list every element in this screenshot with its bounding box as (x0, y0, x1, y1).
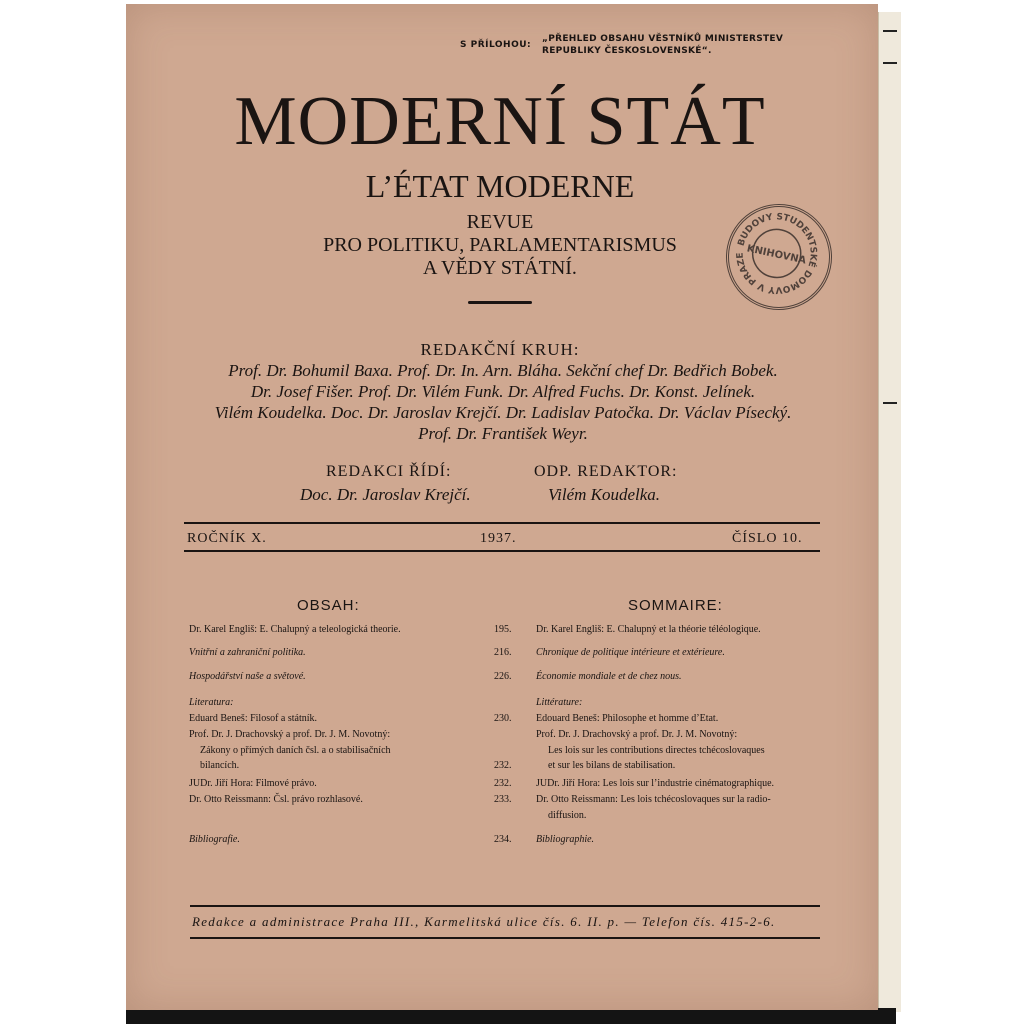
toc-fr-line: Dr. Karel Engliš: E. Chalupný et la théorie téléologique. (536, 624, 761, 635)
footer-address: Redakce a administrace Praha III., Karmelitská ulice čís. 6. II. p. — Telefon čís. 415-2-6. (192, 914, 776, 929)
toc-cz-line: Zákony o přímých daních čsl. a o stabilisačních (200, 745, 391, 756)
toc-cz-line: Hospodářství naše a světové. (189, 671, 306, 682)
footer-rule-top (190, 905, 820, 907)
toc-page: 234. (494, 834, 512, 845)
supplement-label: S PŘÍLOHOU: (460, 40, 532, 50)
toc-fr-line: Les lois sur les contributions directes tchécoslovaques (548, 745, 765, 756)
supplement-text (542, 33, 842, 57)
editorial-board-line: Prof. Dr. František Weyr. (418, 424, 588, 443)
toc-cz-line: Vnitřní a zahraniční politika. (189, 647, 306, 658)
editorial-board-line: Prof. Dr. Bohumil Baxa. Prof. Dr. In. Arn. Bláha. Sekční chef Dr. Bedřich Bobek. (228, 361, 778, 380)
toc-fr-line: Edouard Beneš: Philosophe et homme d’Etat. (536, 713, 719, 724)
back-sheet-edge (878, 12, 901, 1012)
editorial-board-list (178, 360, 828, 444)
toc-fr-line: Littérature: (536, 697, 583, 708)
toc-cz-line: Prof. Dr. J. Drachovský a prof. Dr. J. M. Novotný: (189, 729, 391, 740)
revue-line-1: REVUE (466, 211, 534, 233)
toc-fr-line: Dr. Otto Reissmann: Les lois tchécoslovaques sur la radio- (536, 794, 771, 805)
revue-line-2: PRO POLITIKU, PARLAMENTARISMUS (323, 234, 677, 256)
toc-cz-line: Literatura: (189, 697, 234, 708)
scan-bottom-edge (126, 1008, 896, 1024)
toc-page: 230. (494, 713, 512, 724)
stamp-ring-text: BUDOVY STUDENTSKÉ DOMOVY V PRAZE (735, 212, 818, 295)
responsible-editor-label: ODP. REDAKTOR: (534, 463, 678, 480)
editorial-board-line: Dr. Josef Fišer. Prof. Dr. Vilém Funk. Dr. Alfred Fuchs. Dr. Konst. Jelínek. (250, 382, 756, 401)
toc-cz-line: bilancích. (200, 760, 240, 771)
supplement-line-1: „PŘEHLED OBSAHU VĚSTNÍKŮ MINISTERSTEV (542, 34, 784, 44)
managing-editor-label: REDAKCI ŘÍDÍ: (326, 463, 452, 480)
toc-cz-line: Dr. Otto Reissmann: Čsl. právo rozhlasové. (189, 794, 363, 805)
toc-fr-line: Économie mondiale et de chez nous. (536, 671, 682, 682)
contents-heading-cz: OBSAH: (297, 597, 360, 614)
toc-page: 226. (494, 671, 512, 682)
editorial-board-line: Vilém Koudelka. Doc. Dr. Jaroslav Krejčí. Dr. Ladislav Patočka. Dr. Václav Písecký. (214, 403, 792, 422)
toc-fr-line: Prof. Dr. J. Drachovský a prof. Dr. J. M. Novotný: (536, 729, 738, 740)
managing-editor-name: Doc. Dr. Jaroslav Krejčí. (300, 485, 471, 504)
toc-cz-line: JUDr. Jiří Hora: Filmové právo. (189, 778, 317, 789)
magazine-subtitle: L’ÉTAT MODERNE (365, 168, 635, 204)
toc-fr-line: et sur les bilans de stabilisation. (548, 760, 676, 771)
toc-cz-line: Eduard Beneš: Filosof a státník. (189, 713, 318, 724)
toc-fr-line: diffusion. (548, 810, 587, 821)
toc-page: 232. (494, 778, 512, 789)
toc-page: 195. (494, 624, 512, 635)
responsible-editor-name: Vilém Koudelka. (548, 485, 661, 504)
toc-fr-line: JUDr. Jiří Hora: Les lois sur l’industrie cinématographique. (536, 778, 775, 789)
editorial-board-heading: REDAKČNÍ KRUH: (420, 340, 580, 359)
stamp-center-text: KNIHOVNA (745, 243, 808, 267)
magazine-title: MODERNÍ STÁT (234, 83, 766, 160)
toc-cz-line: Dr. Karel Engliš: E. Chalupný a teleologická theorie. (189, 624, 401, 635)
supplement-line-2: REPUBLIKY ČESKOSLOVENSKÉ“. (542, 46, 712, 56)
revue-line-3: A VĚDY STÁTNÍ. (423, 257, 577, 279)
contents-heading-fr: SOMMAIRE: (628, 597, 723, 614)
toc-fr-line: Bibliographie. (536, 834, 595, 845)
toc-fr-line: Chronique de politique intérieure et extérieure. (536, 647, 725, 658)
issue-number: ČÍSLO 10. (732, 531, 803, 546)
scan-background-left (0, 0, 128, 1024)
title-divider (468, 301, 532, 304)
toc-page: 216. (494, 647, 512, 658)
toc-page: 232. (494, 760, 512, 771)
toc-page: 233. (494, 794, 512, 805)
toc-cz-line: Bibliografie. (189, 834, 240, 845)
rule-top (184, 522, 820, 524)
volume-label: ROČNÍK X. (187, 531, 267, 546)
footer-rule-bottom (190, 937, 820, 939)
issue-year: 1937. (480, 531, 517, 546)
rule-bottom (184, 550, 820, 552)
